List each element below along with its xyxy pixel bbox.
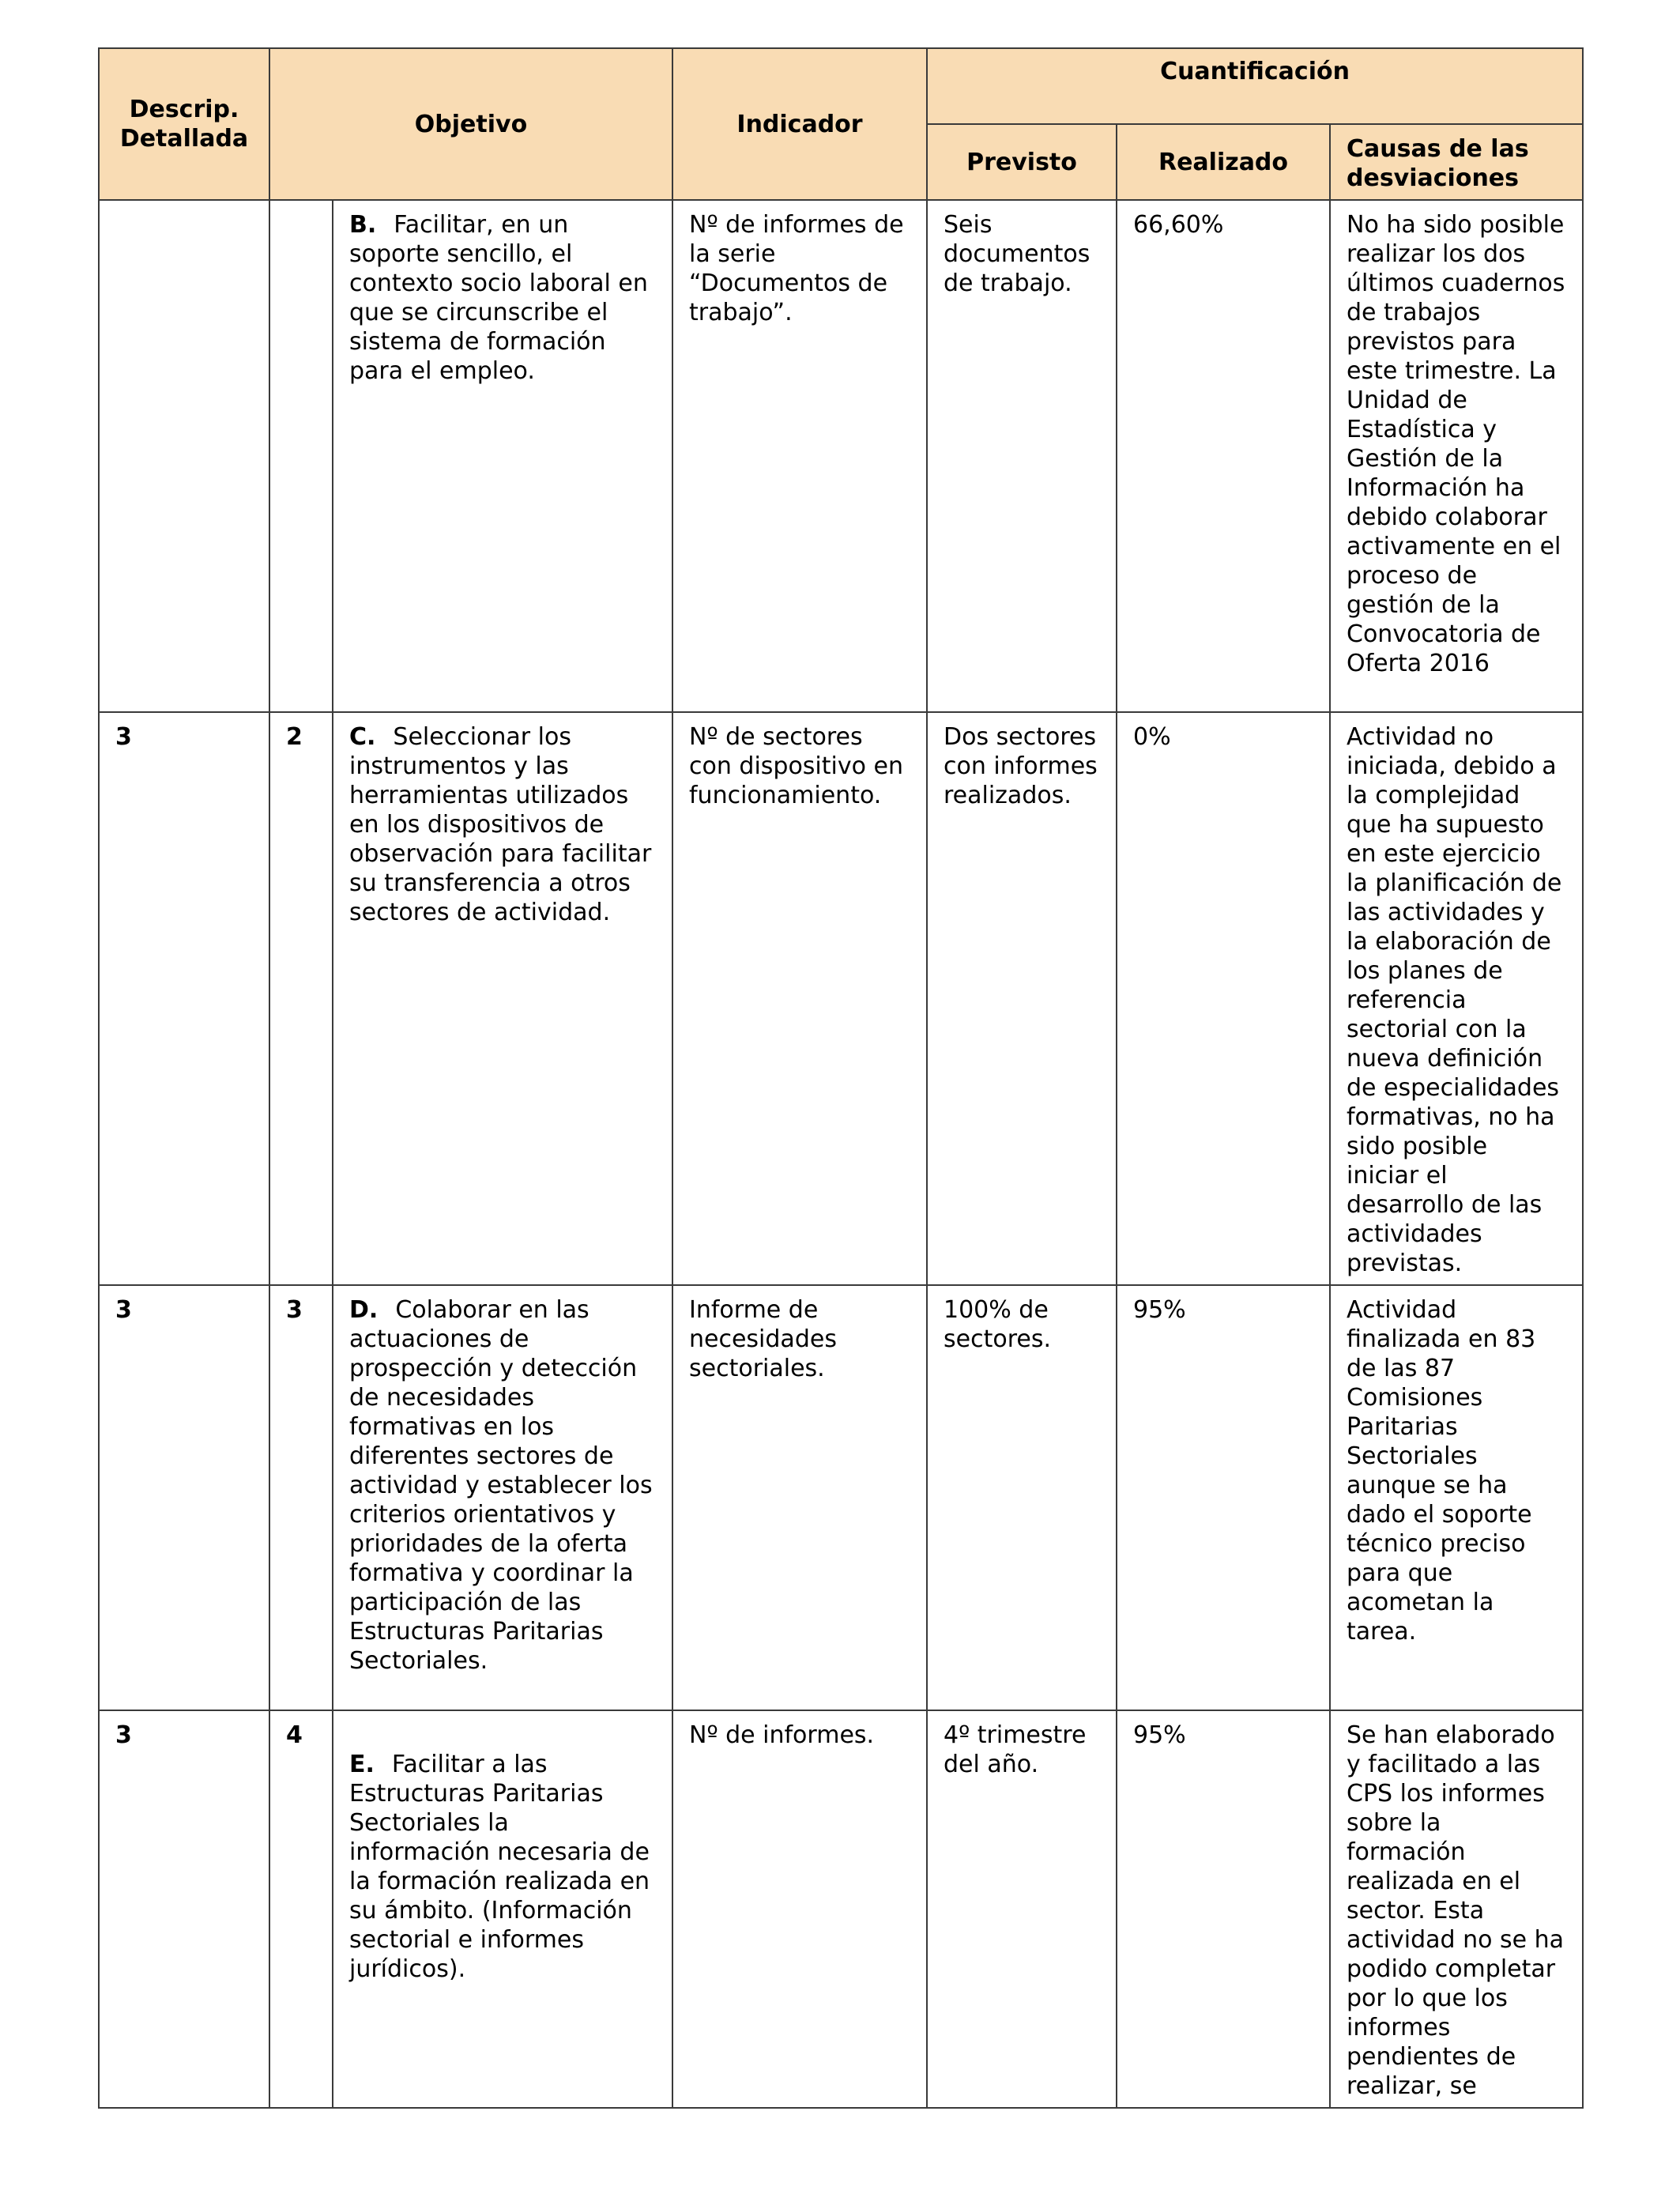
table-row [99, 712, 1583, 1285]
num-cell [269, 200, 333, 712]
descrip-cell: 3 [99, 712, 269, 1285]
objective-letter: D. [349, 1296, 379, 1324]
realizado-cell: 0% [1117, 712, 1330, 1285]
realizado-cell: 95% [1117, 1285, 1330, 1710]
table-row [99, 1710, 1583, 2108]
previsto-cell: 4º trimestre del año. [927, 1710, 1117, 2108]
header-realizado: Realizado [1117, 124, 1330, 200]
header-descrip: Descrip. Detallada [99, 48, 269, 200]
indicador-cell: Informe de necesidades sectoriales. [672, 1285, 927, 1710]
table-row [99, 200, 1583, 712]
activity-table [98, 47, 1584, 2109]
table-row [99, 1285, 1583, 1710]
num-cell: 3 [269, 1285, 333, 1710]
objetivo-cell [333, 1710, 672, 2108]
indicador-cell: Nº de sectores con dispositivo en funcionamiento. [672, 712, 927, 1285]
causas-cell: Actividad finalizada en 83 de las 87 Comisiones Paritarias Sectoriales aunque se ha dado el soporte técnico preciso para que acometan la tarea. [1330, 1285, 1583, 1710]
header-objetivo: Objetivo [269, 48, 672, 200]
causas-cell: Actividad no iniciada, debido a la complejidad que ha supuesto en este ejercicio la planificación de las actividades y la elaboración de los planes de referencia sectorial con la nueva definición de especialidades formativas, no ha sido posible iniciar el desarrollo de las actividades previstas. [1330, 712, 1583, 1285]
header-cuantificacion: Cuantificación [927, 48, 1583, 124]
objective-letter: C. [349, 723, 376, 751]
previsto-cell: 100% de sectores. [927, 1285, 1117, 1710]
num-cell: 4 [269, 1710, 333, 2108]
descrip-cell: 3 [99, 1285, 269, 1710]
objective-text: Colaborar en las actuaciones de prospección y detección de necesidades formativas en los diferentes sectores de actividad y establecer los criterios orientativos y prioridades de la oferta formativa y coordinar la participación de las Estructuras Paritarias Sectoriales. [349, 1296, 653, 1675]
causas-cell: No ha sido posible realizar los dos últimos cuadernos de trabajos previstos para este trimestre. La Unidad de Estadística y Gestión de la Información ha debido colaborar activamente en el proceso de gestión de la Convocatoria de Oferta 2016 [1330, 200, 1583, 712]
objective-text: Facilitar, en un soporte sencillo, el contexto socio laboral en que se circunscribe el sistema de formación para el empleo. [349, 211, 648, 385]
num-cell: 2 [269, 712, 333, 1285]
previsto-cell: Dos sectores con informes realizados. [927, 712, 1117, 1285]
realizado-cell: 95% [1117, 1710, 1330, 2108]
objective-letter: E. [349, 1751, 375, 1778]
header-indicador: Indicador [672, 48, 927, 200]
realizado-cell: 66,60% [1117, 200, 1330, 712]
header-previsto: Previsto [927, 124, 1117, 200]
objetivo-cell [333, 1285, 672, 1710]
objective-text: Seleccionar los instrumentos y las herramientas utilizados en los dispositivos de observación para facilitar su transferencia a otros sectores de actividad. [349, 723, 652, 926]
descrip-cell [99, 200, 269, 712]
indicador-cell: Nº de informes de la serie “Documentos de trabajo”. [672, 200, 927, 712]
descrip-cell: 3 [99, 1710, 269, 2108]
objective-text: Facilitar a las Estructuras Paritarias Sectoriales la información necesaria de la formación realizada en su ámbito. (Información sectorial e informes jurídicos). [349, 1751, 650, 1983]
causas-cell: Se han elaborado y facilitado a las CPS los informes sobre la formación realizada en el sector. Esta actividad no se ha podido completar por lo que los informes pendientes de realizar, se [1330, 1710, 1583, 2108]
objetivo-cell [333, 712, 672, 1285]
objective-letter: B. [349, 211, 377, 239]
previsto-cell: Seis documentos de trabajo. [927, 200, 1117, 712]
objetivo-cell [333, 200, 672, 712]
header-causas: Causas de las desviaciones [1330, 124, 1583, 200]
indicador-cell: Nº de informes. [672, 1710, 927, 2108]
